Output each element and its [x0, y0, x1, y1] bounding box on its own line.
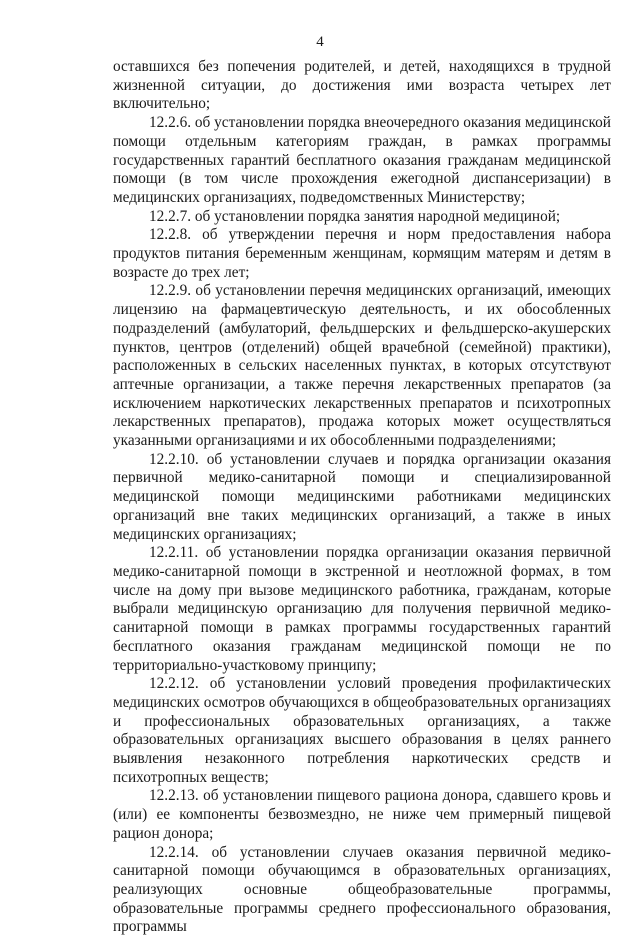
paragraph-12-2-10: 12.2.10. об установлении случаев и порядка организации оказания первичной медико-санитарной помощи и специализированной медицинской помощи медицинскими работниками медицинских организаций вне таких медицинских организаций, а также в иных медицинских организациях; — [113, 450, 611, 543]
paragraph-continuation: оставшихся без попечения родителей, и детей, находящихся в трудной жизненной ситуации, до достижения ими возраста четырех лет включительно; — [113, 58, 611, 113]
paragraph-12-2-13: 12.2.13. об установлении пищевого рациона донора, сдавшего кровь и (или) ее компоненты безвозмездно, не ниже чем примерный пищевой рацион донора; — [113, 787, 611, 842]
paragraph-12-2-12: 12.2.12. об установлении условий проведения профилактических медицинских осмотров обучающихся в общеобразовательных организациях и профессиональных образовательных организациях, а также образовательных организациях высшего образования в целях раннего выявления незаконного потребления наркотических средств и психотропных веществ; — [113, 675, 611, 786]
paragraph-12-2-11: 12.2.11. об установлении порядка организации оказания первичной медико-санитарной помощи в экстренной и неотложной формах, в том числе на дому при вызове медицинского работника, гражданам, которые выбрали медицинскую организацию для получения первичной медико-санитарной помощи в рамках программы государственных гарантий бесплатного оказания гражданам медицинской помощи не по территориально-участковому принципу; — [113, 544, 611, 674]
paragraph-12-2-9: 12.2.9. об установлении перечня медицинских организаций, имеющих лицензию на фармацевтическую деятельность, и их обособленных подразделений (амбулаторий, фельдшерских и фельдшерско-акушерских пунктов, центров (отделений) общей врачебной (семейной) практики), расположенных в сельских населенных пунктах, в которых отсутствуют аптечные организации, а также перечня лекарственных препаратов (за исключением наркотических лекарственных препаратов и психотропных лекарственных препаратов), продажа которых может осуществляться указанными организациями и их обособленными подразделениями; — [113, 282, 611, 450]
paragraph-12-2-8: 12.2.8. об утверждении перечня и норм предоставления набора продуктов питания беременным женщинам, кормящим матерям и детям в возрасте до трех лет; — [113, 226, 611, 281]
page-number: 4 — [316, 34, 324, 50]
paragraph-12-2-6: 12.2.6. об установлении порядка внеочередного оказания медицинской помощи отдельным категориям граждан, в рамках программы государственных гарантий бесплатного оказания гражданам медицинской помощи (в том числе прохождения ежегодной диспансеризации) в медицинских организациях, подведомственных Министерству; — [113, 114, 611, 206]
paragraph-12-2-14: 12.2.14. об установлении случаев оказания первичной медико-санитарной помощи обучающимся в образовательных организациях, реализующих основные общеобразовательные программы, образовательные программы среднего профессионального образования, программы — [113, 843, 611, 936]
document-body — [113, 58, 611, 937]
paragraph-12-2-7: 12.2.7. об установлении порядка занятия народной медициной; — [149, 207, 561, 225]
